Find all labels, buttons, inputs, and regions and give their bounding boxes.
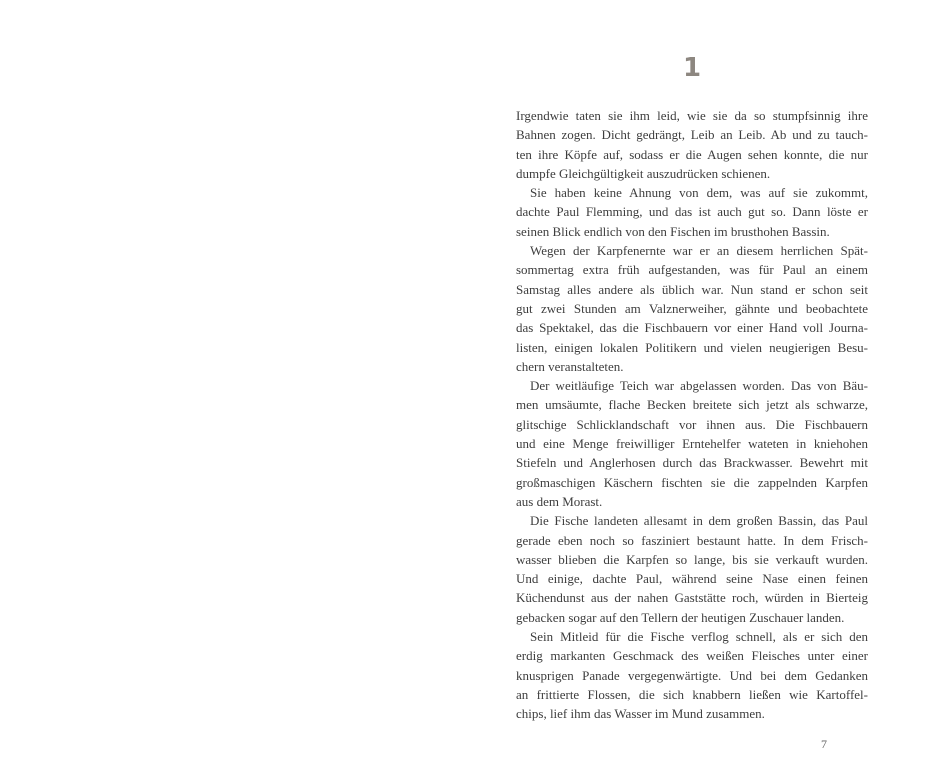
text-line: seinen Blick endlich von den Fischen im brusthohen Bassin.: [516, 223, 830, 239]
text-line: das Spektakel, das die Fischbauern vor einer Hand voll Journa-: [516, 320, 868, 336]
text-line: glitschige Schlicklandschaft vor ihnen aus. Die Fischbauern: [516, 416, 868, 432]
text-line: chips, lief ihm das Wasser im Mund zusammen.: [516, 706, 765, 722]
text-line: knusprigen Panade vergegenwärtigte. Und bei dem Gedanken: [516, 667, 868, 683]
paragraph: [516, 241, 868, 376]
text-line: an frittierte Flossen, die sich knabbern ließen wie Kartoffel-: [516, 686, 868, 702]
text-line: und eine Menge freiwilliger Erntehelfer wateten in kniehohen: [516, 436, 868, 452]
text-line: gebacken sogar auf den Tellern der heutigen Zuschauer landen.: [516, 609, 845, 625]
text-line: aus dem Morast.: [516, 493, 603, 509]
text-line: Bahnen zogen. Dicht gedrängt, Leib an Leib. Ab und zu tauch-: [516, 127, 868, 143]
text-line: Wegen der Karpfenernte war er an diesem herrlichen Spät-: [530, 243, 868, 259]
text-line: sommertag extra früh aufgestanden, was für Paul an einem: [516, 262, 868, 278]
text-line: Sie haben keine Ahnung von dem, was auf sie zukommt,: [530, 185, 868, 201]
text-line: Die Fische landeten allesamt in dem großen Bassin, das Paul: [530, 513, 868, 529]
paragraph: [516, 183, 868, 241]
text-line: dachte Paul Flemming, und das ist auch gut so. Dann löste er: [516, 204, 868, 220]
paragraph: [516, 376, 868, 511]
text-line: wasser blieben die Karpfen so lange, bis sie verkauft wurden.: [516, 551, 868, 567]
text-line: men umsäumte, flache Becken breitete sich jetzt als schwarze,: [516, 397, 868, 413]
text-line: Und einige, dachte Paul, während seine Nase einen feinen: [516, 571, 868, 587]
text-line: gerade eben noch so fasziniert bestaunt hatte. In dem Frisch-: [516, 532, 868, 548]
text-line: ten ihre Köpfe auf, sodass er die Augen sehen konnte, die nur: [516, 146, 868, 162]
page-text-block: [516, 106, 868, 724]
text-line: Der weitläufige Teich war abgelassen worden. Das von Bäu-: [530, 378, 868, 394]
text-line: Küchendunst aus der nahen Gaststätte roch, würden in Bierteig: [516, 590, 868, 606]
text-line: Samstag alles andere als üblich war. Nun stand er schon seit: [516, 281, 868, 297]
paragraph: [516, 627, 868, 723]
text-line: dumpfe Gleichgültigkeit auszudrücken schienen.: [516, 165, 771, 181]
text-line: listen, einigen lokalen Politikern und vielen neugierigen Besu-: [516, 339, 868, 355]
text-line: Irgendwie taten sie ihm leid, wie sie da so stumpfsinnig ihre: [516, 108, 868, 123]
paragraph: [516, 511, 868, 627]
paragraph: [516, 106, 868, 183]
text-line: chern veranstalteten.: [516, 358, 624, 374]
text-line: großmaschigen Käschern fischten sie die zappelnden Karpfen: [516, 474, 868, 490]
text-line: erdig markanten Geschmack des weißen Fleisches unter einer: [516, 648, 868, 664]
text-line: gut zwei Stunden am Valznerweiher, gähnte und beobachtete: [516, 300, 868, 316]
text-line: Stiefeln und Anglerhosen durch das Brackwasser. Bewehrt mit: [516, 455, 868, 471]
page-number: 7: [821, 737, 827, 751]
chapter-number: 1: [682, 53, 702, 83]
text-line: Sein Mitleid für die Fische verflog schnell, als er sich den: [530, 629, 868, 645]
